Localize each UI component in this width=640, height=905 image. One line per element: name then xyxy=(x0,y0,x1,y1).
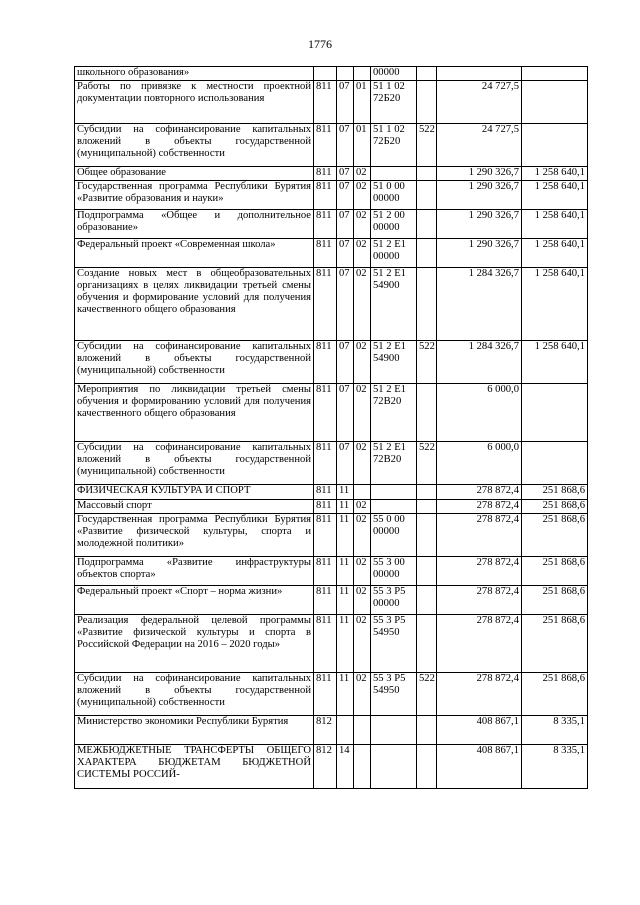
amount-year-1: 408 867,1 xyxy=(437,745,522,789)
target-article-code-line: 00000 xyxy=(373,251,400,262)
target-article-code-line: 00000 xyxy=(373,222,400,233)
row-description: Министерство экономики Республики Бурятия xyxy=(75,716,314,745)
ministry-code: 811 xyxy=(314,181,337,210)
table-row xyxy=(75,557,588,586)
section-code: 11 xyxy=(337,615,354,673)
expense-type-code: 522 xyxy=(417,673,437,716)
subsection-code: 02 xyxy=(354,442,371,485)
expense-type-code xyxy=(417,81,437,124)
section-code: 07 xyxy=(337,268,354,341)
expense-type-code xyxy=(417,745,437,789)
target-article-code xyxy=(371,210,417,239)
amount-year-1: 408 867,1 xyxy=(437,716,522,745)
amount-year-1 xyxy=(437,67,522,81)
amount-year-2: 8 335,1 xyxy=(522,716,588,745)
amount-year-1: 6 000,0 xyxy=(437,384,522,442)
target-article-code-line: 55 3 P5 xyxy=(373,673,406,684)
table-row xyxy=(75,485,588,500)
amount-year-1: 278 872,4 xyxy=(437,500,522,514)
amount-year-1: 278 872,4 xyxy=(437,514,522,557)
ministry-code: 811 xyxy=(314,500,337,514)
expense-type-code: 522 xyxy=(417,442,437,485)
target-article-code-line: 51 2 E1 xyxy=(373,341,406,352)
amount-year-1: 278 872,4 xyxy=(437,557,522,586)
table-row xyxy=(75,586,588,615)
ministry-code: 812 xyxy=(314,745,337,789)
table-row xyxy=(75,500,588,514)
row-description: школьного образования» xyxy=(75,67,314,81)
expense-type-code: 522 xyxy=(417,124,437,167)
target-article-code xyxy=(371,673,417,716)
subsection-code: 02 xyxy=(354,557,371,586)
row-description: Работы по привязке к местности проектной документации повторного использования xyxy=(75,81,314,124)
budget-table xyxy=(74,66,588,789)
target-article-code-line: 51 2 00 xyxy=(373,210,405,221)
expense-type-code xyxy=(417,181,437,210)
table-row xyxy=(75,124,588,167)
ministry-code: 812 xyxy=(314,716,337,745)
amount-year-2: 251 868,6 xyxy=(522,615,588,673)
subsection-code: 02 xyxy=(354,500,371,514)
section-code: 07 xyxy=(337,239,354,268)
amount-year-1: 1 284 326,7 xyxy=(437,341,522,384)
expense-type-code xyxy=(417,615,437,673)
amount-year-2 xyxy=(522,442,588,485)
subsection-code: 02 xyxy=(354,181,371,210)
expense-type-code xyxy=(417,167,437,181)
section-code: 11 xyxy=(337,514,354,557)
target-article-code xyxy=(371,745,417,789)
target-article-code xyxy=(371,81,417,124)
section-code: 11 xyxy=(337,586,354,615)
ministry-code: 811 xyxy=(314,557,337,586)
subsection-code xyxy=(354,67,371,81)
expense-type-code xyxy=(417,210,437,239)
subsection-code: 02 xyxy=(354,268,371,341)
amount-year-1: 24 727,5 xyxy=(437,124,522,167)
target-article-code xyxy=(371,239,417,268)
table-row xyxy=(75,716,588,745)
expense-type-code xyxy=(417,586,437,615)
row-description: ФИЗИЧЕСКАЯ КУЛЬТУРА И СПОРТ xyxy=(75,485,314,500)
row-description: Создание новых мест в общеобразовательных организациях в целях ликвидации третьей смены обучения и формирование условий для получения качественного общего образования xyxy=(75,268,314,341)
target-article-code-line: 54900 xyxy=(373,280,400,291)
section-code: 07 xyxy=(337,341,354,384)
target-article-code-line: 55 3 P5 xyxy=(373,615,406,626)
target-article-code xyxy=(371,442,417,485)
amount-year-2: 251 868,6 xyxy=(522,673,588,716)
target-article-code-line: 51 2 E1 xyxy=(373,442,406,453)
page-number: 1776 xyxy=(308,37,332,51)
target-article-code-line: 55 3 P5 xyxy=(373,586,406,597)
target-article-code xyxy=(371,615,417,673)
amount-year-2: 251 868,6 xyxy=(522,514,588,557)
table-row xyxy=(75,745,588,789)
subsection-code: 01 xyxy=(354,124,371,167)
row-description: Субсидии на софинансирование капитальных вложений в объекты государственной (муниципальной) собственности xyxy=(75,124,314,167)
section-code: 14 xyxy=(337,745,354,789)
row-description: Субсидии на софинансирование капитальных вложений в объекты государственной (муниципальной) собственности xyxy=(75,442,314,485)
row-description: МЕЖБЮДЖЕТНЫЕ ТРАНСФЕРТЫ ОБЩЕГО ХАРАКТЕРА БЮДЖЕТАМ БЮДЖЕТНОЙ СИСТЕМЫ РОССИЙ- xyxy=(75,745,314,789)
subsection-code: 02 xyxy=(354,239,371,268)
ministry-code: 811 xyxy=(314,673,337,716)
target-article-code-line: 72B20 xyxy=(373,396,402,407)
table-row xyxy=(75,615,588,673)
ministry-code: 811 xyxy=(314,124,337,167)
row-description: Субсидии на софинансирование капитальных вложений в объекты государственной (муниципальной) собственности xyxy=(75,673,314,716)
table-row xyxy=(75,167,588,181)
section-code: 07 xyxy=(337,210,354,239)
section-code: 07 xyxy=(337,181,354,210)
ministry-code: 811 xyxy=(314,81,337,124)
amount-year-2: 251 868,6 xyxy=(522,586,588,615)
target-article-code xyxy=(371,500,417,514)
target-article-code-line: 51 1 02 xyxy=(373,124,405,135)
amount-year-2: 1 258 640,1 xyxy=(522,268,588,341)
target-article-code-line: 00000 xyxy=(373,598,400,609)
target-article-code-line: 72Б20 xyxy=(373,136,401,147)
subsection-code: 02 xyxy=(354,341,371,384)
expense-type-code xyxy=(417,67,437,81)
table-row xyxy=(75,341,588,384)
target-article-code xyxy=(371,557,417,586)
table-row xyxy=(75,268,588,341)
row-description: Федеральный проект «Спорт – норма жизни» xyxy=(75,586,314,615)
expense-type-code xyxy=(417,557,437,586)
target-article-code xyxy=(371,716,417,745)
section-code: 11 xyxy=(337,673,354,716)
row-description: Подпрограмма «Развитие инфраструктуры объектов спорта» xyxy=(75,557,314,586)
subsection-code xyxy=(354,716,371,745)
target-article-code-line: 51 2 E1 xyxy=(373,239,406,250)
section-code: 11 xyxy=(337,485,354,500)
target-article-code xyxy=(371,514,417,557)
amount-year-1: 1 284 326,7 xyxy=(437,268,522,341)
expense-type-code xyxy=(417,384,437,442)
table-row xyxy=(75,239,588,268)
amount-year-1: 278 872,4 xyxy=(437,673,522,716)
subsection-code xyxy=(354,745,371,789)
amount-year-2: 1 258 640,1 xyxy=(522,239,588,268)
ministry-code: 811 xyxy=(314,167,337,181)
amount-year-2 xyxy=(522,384,588,442)
amount-year-2: 251 868,6 xyxy=(522,485,588,500)
subsection-code: 02 xyxy=(354,210,371,239)
subsection-code: 02 xyxy=(354,384,371,442)
ministry-code: 811 xyxy=(314,514,337,557)
expense-type-code: 522 xyxy=(417,341,437,384)
target-article-code-line: 00000 xyxy=(373,193,400,204)
row-description: Подпрограмма «Общее и дополнительное образование» xyxy=(75,210,314,239)
table-row xyxy=(75,673,588,716)
row-description: Государственная программа Республики Бурятия «Развитие образования и науки» xyxy=(75,181,314,210)
table-row xyxy=(75,514,588,557)
section-code: 11 xyxy=(337,557,354,586)
amount-year-2 xyxy=(522,81,588,124)
ministry-code: 811 xyxy=(314,341,337,384)
row-description: Мероприятия по ликвидации третьей смены обучения и формированию условий для получения качественного общего образования xyxy=(75,384,314,442)
subsection-code: 02 xyxy=(354,514,371,557)
table-row xyxy=(75,81,588,124)
target-article-code-line: 51 1 02 xyxy=(373,81,405,92)
amount-year-2: 8 335,1 xyxy=(522,745,588,789)
target-article-code-line: 51 0 00 xyxy=(373,181,405,192)
row-description: Реализация федеральной целевой программы «Развитие физической культуры и спорта в Российской Федерации на 2016 – 2020 годы» xyxy=(75,615,314,673)
subsection-code xyxy=(354,485,371,500)
target-article-code-line: 00000 xyxy=(373,67,400,78)
ministry-code: 811 xyxy=(314,268,337,341)
amount-year-2 xyxy=(522,124,588,167)
amount-year-1: 1 290 326,7 xyxy=(437,239,522,268)
target-article-code xyxy=(371,384,417,442)
section-code: 11 xyxy=(337,500,354,514)
section-code xyxy=(337,67,354,81)
target-article-code-line: 54950 xyxy=(373,627,400,638)
amount-year-1: 278 872,4 xyxy=(437,615,522,673)
target-article-code-line: 55 0 00 xyxy=(373,514,405,525)
row-description: Государственная программа Республики Бурятия «Развитие физической культуры, спорта и молодежной политики» xyxy=(75,514,314,557)
target-article-code xyxy=(371,485,417,500)
ministry-code xyxy=(314,67,337,81)
subsection-code: 02 xyxy=(354,615,371,673)
row-description: Массовый спорт xyxy=(75,500,314,514)
row-description: Федеральный проект «Современная школа» xyxy=(75,239,314,268)
expense-type-code xyxy=(417,514,437,557)
amount-year-2 xyxy=(522,67,588,81)
budget-table-body xyxy=(75,67,588,789)
section-code: 07 xyxy=(337,442,354,485)
target-article-code xyxy=(371,181,417,210)
amount-year-1: 1 290 326,7 xyxy=(437,181,522,210)
target-article-code-line: 51 2 E1 xyxy=(373,384,406,395)
subsection-code: 02 xyxy=(354,167,371,181)
ministry-code: 811 xyxy=(314,615,337,673)
row-description: Субсидии на софинансирование капитальных вложений в объекты государственной (муниципальной) собственности xyxy=(75,341,314,384)
ministry-code: 811 xyxy=(314,210,337,239)
expense-type-code xyxy=(417,500,437,514)
amount-year-2: 251 868,6 xyxy=(522,557,588,586)
expense-type-code xyxy=(417,268,437,341)
target-article-code xyxy=(371,586,417,615)
amount-year-1: 24 727,5 xyxy=(437,81,522,124)
amount-year-2: 251 868,6 xyxy=(522,500,588,514)
target-article-code-line: 55 3 00 xyxy=(373,557,405,568)
table-row xyxy=(75,67,588,81)
amount-year-1: 1 290 326,7 xyxy=(437,210,522,239)
amount-year-1: 6 000,0 xyxy=(437,442,522,485)
target-article-code xyxy=(371,167,417,181)
amount-year-2: 1 258 640,1 xyxy=(522,341,588,384)
target-article-code-line: 51 2 E1 xyxy=(373,268,406,279)
subsection-code: 01 xyxy=(354,81,371,124)
expense-type-code xyxy=(417,485,437,500)
subsection-code: 02 xyxy=(354,673,371,716)
amount-year-2: 1 258 640,1 xyxy=(522,210,588,239)
row-description: Общее образование xyxy=(75,167,314,181)
target-article-code xyxy=(371,67,417,81)
target-article-code-line: 72B20 xyxy=(373,454,402,465)
table-row xyxy=(75,210,588,239)
section-code xyxy=(337,716,354,745)
section-code: 07 xyxy=(337,81,354,124)
section-code: 07 xyxy=(337,167,354,181)
target-article-code xyxy=(371,268,417,341)
ministry-code: 811 xyxy=(314,239,337,268)
section-code: 07 xyxy=(337,124,354,167)
table-row xyxy=(75,384,588,442)
expense-type-code xyxy=(417,716,437,745)
ministry-code: 811 xyxy=(314,485,337,500)
target-article-code-line: 00000 xyxy=(373,569,400,580)
amount-year-1: 278 872,4 xyxy=(437,586,522,615)
section-code: 07 xyxy=(337,384,354,442)
target-article-code-line: 00000 xyxy=(373,526,400,537)
target-article-code-line: 54950 xyxy=(373,685,400,696)
ministry-code: 811 xyxy=(314,442,337,485)
table-row xyxy=(75,181,588,210)
target-article-code xyxy=(371,341,417,384)
target-article-code-line: 72Б20 xyxy=(373,93,401,104)
subsection-code: 02 xyxy=(354,586,371,615)
amount-year-2: 1 258 640,1 xyxy=(522,181,588,210)
ministry-code: 811 xyxy=(314,384,337,442)
amount-year-2: 1 258 640,1 xyxy=(522,167,588,181)
expense-type-code xyxy=(417,239,437,268)
amount-year-1: 278 872,4 xyxy=(437,485,522,500)
target-article-code-line: 54900 xyxy=(373,353,400,364)
table-row xyxy=(75,442,588,485)
ministry-code: 811 xyxy=(314,586,337,615)
target-article-code xyxy=(371,124,417,167)
amount-year-1: 1 290 326,7 xyxy=(437,167,522,181)
